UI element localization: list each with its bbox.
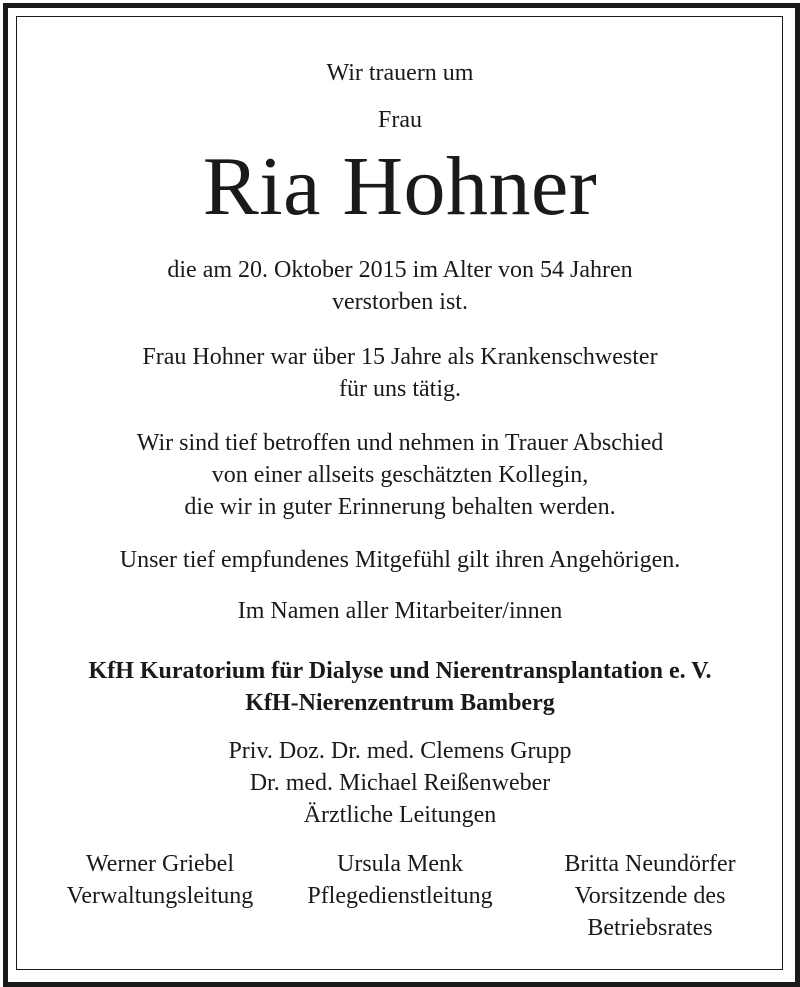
death-line-1: die am 20. Oktober 2015 im Alter von 54 Jahren [167, 257, 633, 283]
sympathy-text: Unser tief empfundenes Mitgefühl gilt ihren Angehörigen. [119, 547, 681, 573]
signatory-column-3 [530, 848, 770, 944]
signatory-name: Werner Griebel [86, 851, 234, 877]
medical-directors-role: Ärztliche Leitungen [303, 802, 497, 828]
farewell-line-1: Wir sind tief betroffen und nehmen in Trauer Abschied [136, 430, 664, 456]
deceased-name: Ria Hohner [202, 140, 598, 233]
signatory-role-continued: Betriebsrates [587, 915, 713, 941]
organization-name-2: KfH-Nierenzentrum Bamberg [245, 690, 555, 716]
death-line-2: verstorben ist. [332, 289, 468, 315]
signatory-name: Ursula Menk [337, 851, 463, 877]
service-line-2: für uns tätig. [339, 376, 461, 402]
service-line-1: Frau Hohner war über 15 Jahre als Krankenschwester [142, 344, 658, 370]
signatory-role: Vorsitzende des [574, 883, 726, 909]
signatory-column-1 [40, 848, 280, 912]
medical-director-1: Priv. Doz. Dr. med. Clemens Grupp [228, 738, 572, 764]
signatory-role: Verwaltungsleitung [66, 883, 254, 909]
farewell-line-2: von einer allseits geschätzten Kollegin, [211, 462, 589, 488]
medical-director-2: Dr. med. Michael Reißenweber [249, 770, 551, 796]
on-behalf-text: Im Namen aller Mitarbeiter/innen [237, 598, 563, 624]
signatory-column-2 [280, 848, 520, 912]
farewell-line-3: die wir in guter Erinnerung behalten werden. [184, 494, 616, 520]
organization-name-1: KfH Kuratorium für Dialyse und Nierentransplantation e. V. [88, 658, 712, 684]
salutation-text: Frau [378, 107, 422, 133]
signatory-name: Britta Neundörfer [564, 851, 736, 877]
signatory-role: Pflegedienstleitung [307, 883, 493, 909]
intro-text: Wir trauern um [326, 60, 474, 86]
